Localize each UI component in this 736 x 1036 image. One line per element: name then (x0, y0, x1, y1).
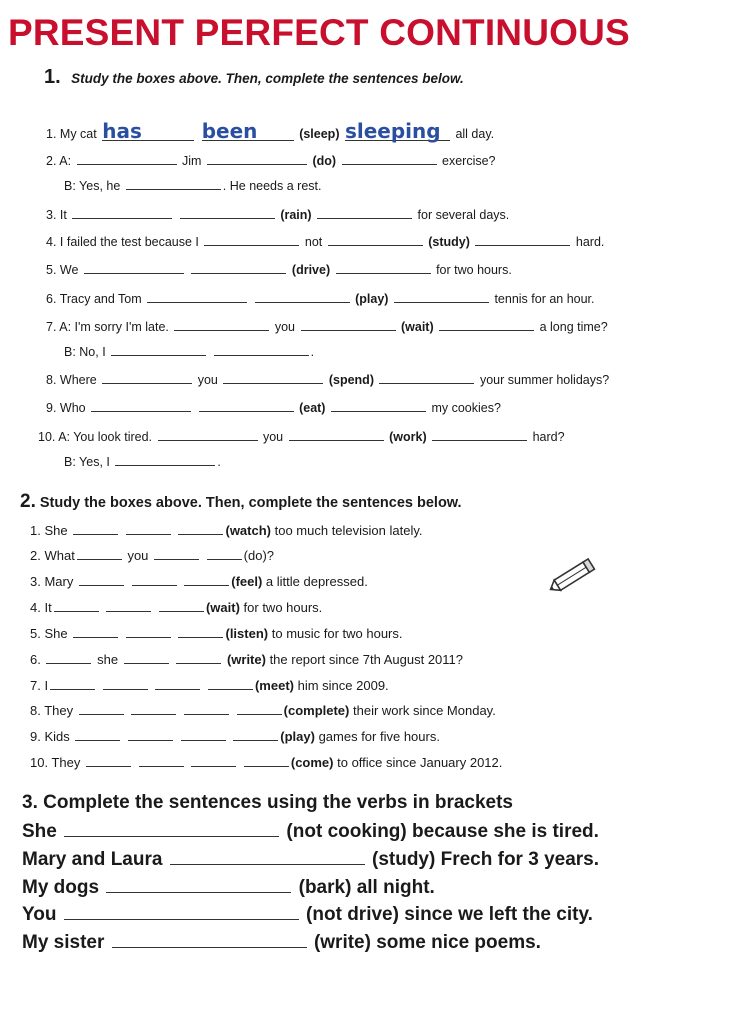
exercise-item: 3. Mary (feel) a little depressed. (30, 574, 368, 589)
exercise-item (46, 119, 495, 143)
exercise-item: 4. I failed the test because I not (study) hard. (46, 235, 605, 249)
answer-blank[interactable] (128, 728, 173, 741)
answer-blank[interactable] (91, 399, 191, 412)
exercise-item: 10. A: You look tired. you (work) hard? (38, 430, 565, 444)
answer-blank[interactable] (132, 573, 177, 586)
filled-answer[interactable]: been (202, 122, 294, 141)
answer-blank[interactable] (301, 318, 396, 331)
answer-blank[interactable] (77, 547, 122, 560)
answer-blank[interactable] (131, 702, 176, 715)
item-text: all day. (455, 127, 495, 141)
answer-blank[interactable] (103, 677, 148, 690)
answer-blank[interactable] (317, 206, 412, 219)
exercise-item: 7. I (meet) him since 2009. (30, 678, 389, 693)
item-number: 1. (46, 127, 57, 141)
answer-blank[interactable] (73, 522, 118, 535)
answer-blank[interactable] (159, 599, 204, 612)
answer-blank[interactable] (207, 152, 307, 165)
exercise-item: She (not cooking) because she is tired. (22, 821, 599, 842)
answer-blank[interactable] (50, 677, 95, 690)
answer-blank[interactable] (106, 876, 291, 893)
answer-blank[interactable] (112, 931, 307, 948)
exercise-item: 10. They (come) to office since January 2012. (30, 755, 503, 770)
answer-blank[interactable] (139, 754, 184, 767)
answer-blank[interactable] (84, 261, 184, 274)
answer-blank[interactable] (155, 677, 200, 690)
answer-blank[interactable] (64, 820, 279, 837)
exercise-item: My dogs (bark) all night. (22, 877, 435, 898)
exercise-item: 8. Where you (spend) your summer holidays? (46, 373, 610, 387)
answer-blank[interactable] (394, 290, 489, 303)
exercise-item: 5. She (listen) to music for two hours. (30, 626, 403, 641)
answer-blank[interactable] (176, 651, 221, 664)
section2-number: 2. (20, 491, 36, 512)
answer-blank[interactable] (64, 903, 299, 920)
answer-blank[interactable] (126, 177, 221, 190)
answer-blank[interactable] (184, 573, 229, 586)
answer-blank[interactable] (199, 399, 294, 412)
page-title: PRESENT PERFECT CONTINUOUS (8, 12, 630, 53)
exercise-item: 3. It (rain) for several days. (46, 208, 510, 222)
answer-blank[interactable] (214, 343, 309, 356)
filled-answer[interactable]: has (102, 122, 194, 141)
section1-instruction: Study the boxes above. Then, complete the sentences below. (71, 71, 464, 86)
answer-blank[interactable] (331, 399, 426, 412)
answer-blank[interactable] (111, 343, 206, 356)
answer-blank[interactable] (178, 625, 223, 638)
answer-blank[interactable] (75, 728, 120, 741)
answer-blank[interactable] (72, 206, 172, 219)
answer-blank[interactable] (223, 371, 323, 384)
answer-blank[interactable] (475, 233, 570, 246)
answer-blank[interactable] (106, 599, 151, 612)
exercise-item: 8. They (complete) their work since Monday. (30, 703, 496, 718)
answer-blank[interactable] (233, 728, 278, 741)
answer-blank[interactable] (244, 754, 289, 767)
answer-blank[interactable] (79, 573, 124, 586)
exercise-item: 6. Tracy and Tom (play) tennis for an hour. (46, 292, 595, 306)
exercise-item: 5. We (drive) for two hours. (46, 263, 512, 277)
answer-blank[interactable] (154, 547, 199, 560)
answer-blank[interactable] (191, 261, 286, 274)
answer-blank[interactable] (439, 318, 534, 331)
filled-answer[interactable]: sleeping (345, 122, 450, 141)
verb-cue: (sleep) (299, 127, 340, 141)
answer-blank[interactable] (237, 702, 282, 715)
answer-blank[interactable] (255, 290, 350, 303)
answer-blank[interactable] (432, 428, 527, 441)
answer-blank[interactable] (379, 371, 474, 384)
answer-blank[interactable] (86, 754, 131, 767)
answer-blank[interactable] (336, 261, 431, 274)
item-text: My cat (59, 127, 97, 141)
exercise-item: 2. What you (do)? (30, 548, 275, 563)
exercise-item: 1. She (watch) too much television lately. (30, 523, 423, 538)
answer-blank[interactable] (342, 152, 437, 165)
answer-blank[interactable] (174, 318, 269, 331)
answer-blank[interactable] (204, 233, 299, 246)
answer-blank[interactable] (46, 651, 91, 664)
section3-heading: 3. Complete the sentences using the verbs in brackets (22, 792, 513, 813)
answer-blank[interactable] (289, 428, 384, 441)
exercise-item: B: Yes, he . He needs a rest. (64, 179, 322, 193)
answer-blank[interactable] (328, 233, 423, 246)
exercise-item: 6. she (write) the report since 7th August 2011? (30, 652, 464, 667)
answer-blank[interactable] (79, 702, 124, 715)
pencil-icon (547, 556, 601, 596)
exercise-item: My sister (write) some nice poems. (22, 932, 541, 953)
answer-blank[interactable] (115, 453, 215, 466)
answer-blank[interactable] (191, 754, 236, 767)
section1-number: 1. (44, 66, 61, 88)
exercise-item: You (not drive) since we left the city. (22, 904, 593, 925)
answer-blank[interactable] (207, 547, 242, 560)
answer-blank[interactable] (170, 848, 365, 865)
answer-blank[interactable] (178, 522, 223, 535)
exercise-item: 9. Kids (play) games for five hours. (30, 729, 440, 744)
exercise-item: 2. A: Jim (do) exercise? (46, 154, 496, 168)
answer-blank[interactable] (102, 371, 192, 384)
section2-instruction: Study the boxes above. Then, complete the sentences below. (39, 495, 462, 511)
answer-blank[interactable] (126, 522, 171, 535)
answer-blank[interactable] (126, 625, 171, 638)
answer-blank[interactable] (54, 599, 99, 612)
answer-blank[interactable] (181, 728, 226, 741)
answer-blank[interactable] (158, 428, 258, 441)
answer-blank[interactable] (184, 702, 229, 715)
answer-blank[interactable] (208, 677, 253, 690)
answer-blank[interactable] (77, 152, 177, 165)
answer-blank[interactable] (147, 290, 247, 303)
answer-blank[interactable] (73, 625, 118, 638)
exercise-item: B: No, I . (64, 345, 315, 359)
exercise-item: 9. Who (eat) my cookies? (46, 401, 501, 415)
section1-heading (44, 66, 464, 89)
exercise-item: 4. It (wait) for two hours. (30, 600, 323, 615)
exercise-item: B: Yes, I . (64, 455, 221, 469)
exercise-item: Mary and Laura (study) Frech for 3 years. (22, 849, 600, 870)
answer-blank[interactable] (124, 651, 169, 664)
section2-heading (20, 491, 462, 513)
exercise-item: 7. A: I'm sorry I'm late. you (wait) a long time? (46, 320, 608, 334)
answer-blank[interactable] (180, 206, 275, 219)
